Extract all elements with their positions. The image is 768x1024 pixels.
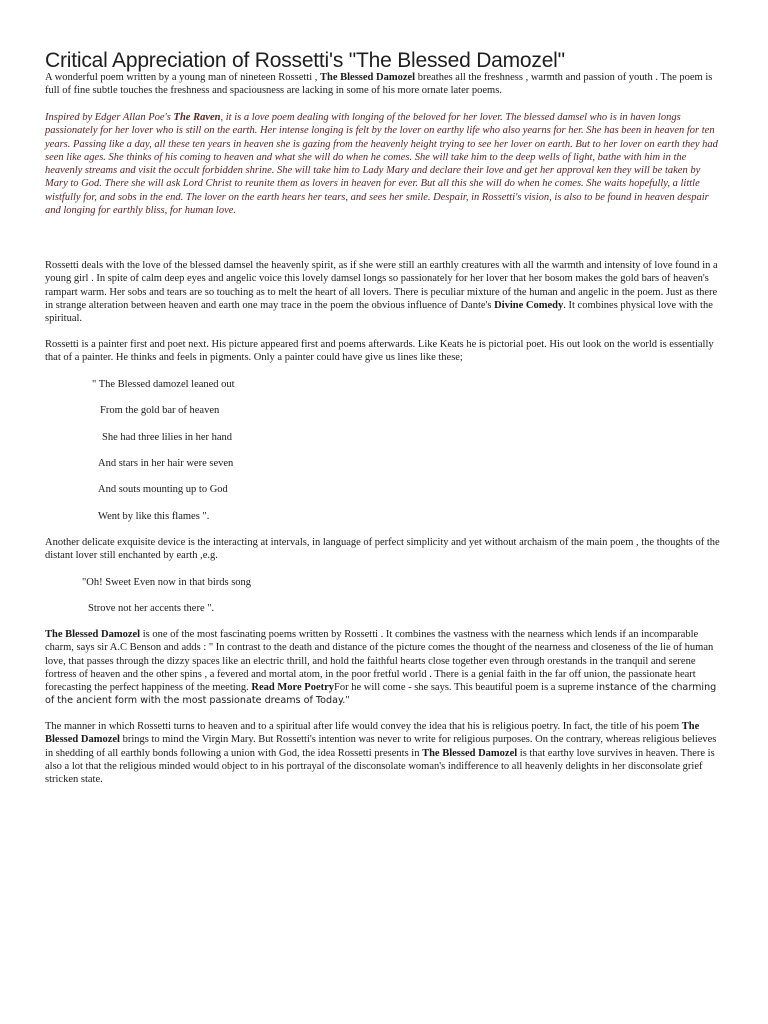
poem-line: And stars in her hair were seven xyxy=(98,458,234,469)
poem-line: " The Blessed damozel leaned out xyxy=(92,379,235,390)
paragraph-text: brings to mind the Virgin Mary. But Rossetti's intention was never to write for religious purposes. On the contrary, whereas religious believes in shedding of all earthly bonds following a union with God, the idea Rossetti presents in xyxy=(45,734,717,759)
paragraph-text: The manner in which Rossetti turns to heaven and to a spiritual after life would convey the idea that his is religious poetry. In fact, the title of his poem xyxy=(45,721,682,732)
poem-line: "Oh! Sweet Even now in that birds song xyxy=(82,577,252,588)
poem-line: And souts mounting up to God xyxy=(98,484,228,495)
read-more-poetry-link[interactable]: Read More Poetry xyxy=(251,682,335,694)
paragraph-religious-poetry xyxy=(45,720,725,786)
intro-text-continued: breathes all the freshness , warmth and passion of youth . The poem is full of fine subtle touches the freshness and spaciousness are lacking in some of his more ornate later poems. xyxy=(45,72,713,97)
poem-title-bold: The Blessed Damozel xyxy=(45,721,700,746)
summary-body: , it is a love poem dealing with longing of the beloved for her lover. The blessed damsel who is in haven longs passionately for her lover who is still on the earth. Her intense longing is felt by the lover on earthy life who also yearns for her. She has been in heaven for ten years. Passing like a day, all these ten years in heaven she is gazing from the heavenly height trying to see her lover on earth. But to her lover on earth they had seen like ages. She thinks of his coming to heaven and what she will do when he comes. She will take him to the deep wells of light, bathe with him in the heavenly streams and visit the occult forbidden shrine. She will take him to Lady Mary and declare their love and get her approval ken they will be taken by Mary to God. There she will ask Lord Christ to reunite them as lovers in heaven for ever. But all this she will do when he comes. She waits hopefully, a little wistfully for, and sobs in the end. The lover on the earth hears her tears, and sees her smile. Despair, in Rossetti's vision, is also to be found in heaven despair and longing for earthly bliss, for human love. xyxy=(45,112,718,217)
paragraph-text: is that earthy love survives in heaven. There is also a lot that the religious minded would object to in his portrayal of the disconsolate woman's indifference to all heavenly delights in her disconsolate grief stricken state. xyxy=(45,747,715,786)
paragraph-fascinating-poem xyxy=(45,628,725,708)
intro-text: A wonderful poem written by a young man of nineteen Rossetti , xyxy=(45,72,320,83)
poem-line: She had three lilies in her hand xyxy=(102,432,233,443)
poem-line: Went by like this flames ". xyxy=(98,511,210,522)
raven-title-bold: The Raven xyxy=(173,112,221,123)
summary-paragraph xyxy=(45,111,725,217)
paragraph-text: is one of the most fascinating poems written by Rossetti . It combines the vastness with the nearness which lends if an incomparable charm, says sir A.C Benson and adds : " In contrast to the death and distance of the picture comes the thought of the nearness and closeness of the lie of human love, that passes through the dizzy spaces like an electric thrill, and hold the faithful hearts close together even through orestands in the tranquil and serene fortress of heaven and the other spins , a fevered and mortal atom, in the poor fretful world . There is a genial faith in the far off union, the passionate heart forecasting the perfect happiness of the meeting. xyxy=(45,629,714,694)
page-title: Critical Appreciation of Rossetti's "The Blessed Damozel" xyxy=(45,49,565,72)
paragraph-text: Rossetti deals with the love of the blessed damsel the heavenly spirit, as if she were still an earthly creatures with all the warmth and intensity of love found in a young girl . In spite of calm deep eyes and angelic voice this lovely damsel longs so passionately for her lover that her bosom makes the gold bars of heaven's rampart warm. Her sobs and tears are so touching as to melt the heart of all lovers. There is peculiar mixture of the human and angelic in the poem. Just as there in strange alteration between heaven and earth one may trace in the poem the obvious influence of Dante's xyxy=(45,260,718,311)
closing-quote: " xyxy=(345,695,350,707)
quoted-phrase: instance of the charming of the ancient form with the most passionate dreams of Today. xyxy=(45,682,717,707)
poem-title-bold: The Blessed Damozel xyxy=(45,629,141,640)
paragraph-delicate-device: Another delicate exquisite device is the interacting at intervals, in language of perfect simplicity and yet without archaism of the main poem , the thoughts of the distant lover still enchanted by earth ,e.g. xyxy=(45,537,720,562)
paragraph-painter-poet: Rossetti is a painter first and poet next. His picture appeared first and poems afterwards. Like Keats he is pictorial poet. His out look on the world is essentially that of a painter. He thinks and feels in pigments. Only a painter could have give us lines like these; xyxy=(45,339,714,364)
paragraph-text: For he will come - she says. This beautiful poem is a supreme xyxy=(334,682,597,694)
poem-line: Strove not her accents there ". xyxy=(88,603,215,614)
poem-title-bold: The Blessed Damozel xyxy=(422,747,518,759)
poem-line: From the gold bar of heaven xyxy=(100,405,220,416)
summary-lead: Inspired by Edger Allan Poe's xyxy=(45,112,174,123)
poem-title-bold: The Blessed Damozel xyxy=(320,72,416,83)
paragraph-text-end: . It combines physical love with the spiritual. xyxy=(45,299,713,325)
intro-paragraph xyxy=(45,71,725,98)
divine-comedy-bold: Divine Comedy xyxy=(494,299,564,311)
paragraph-love-of-damsel xyxy=(45,259,725,325)
